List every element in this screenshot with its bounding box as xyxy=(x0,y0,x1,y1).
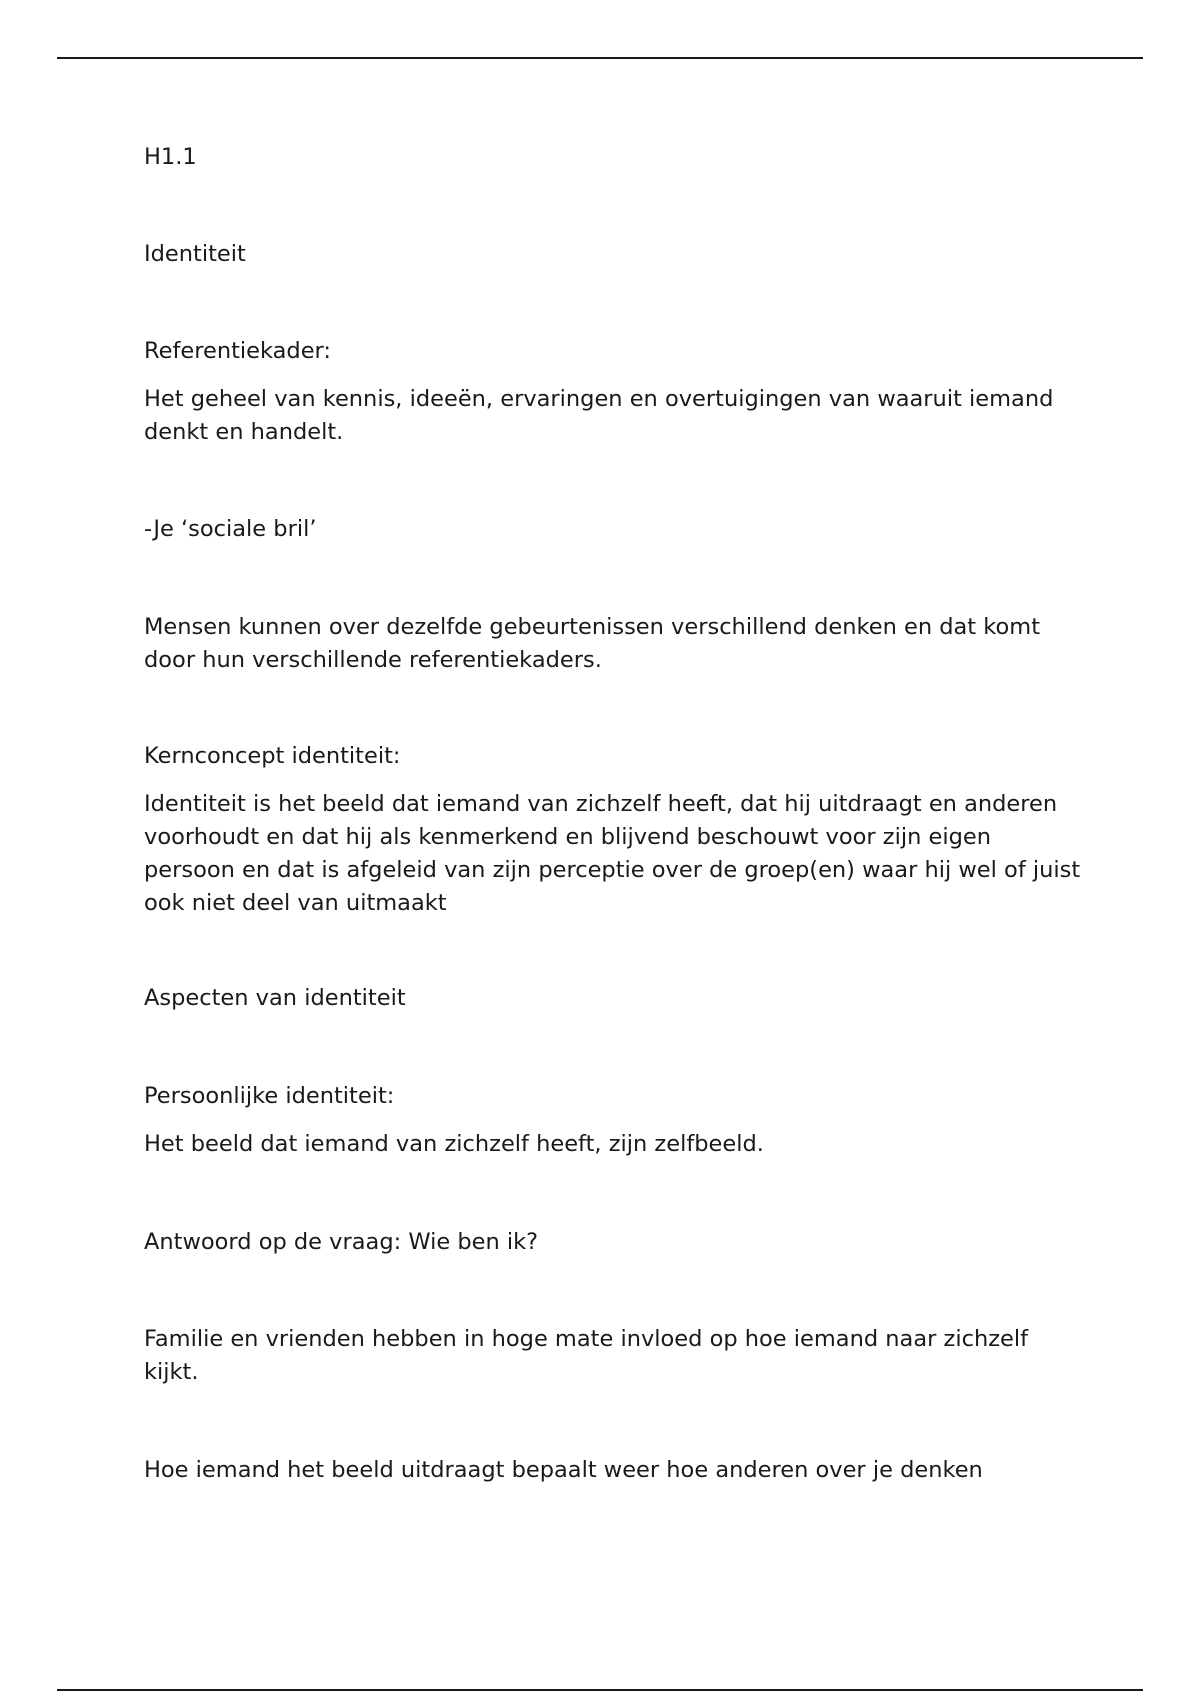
paragraph: Mensen kunnen over dezelfde gebeurtenissen verschillend denken en dat komt door hun verschillende referentiekaders. xyxy=(144,614,1041,673)
term-definition: Het geheel van kennis, ideeën, ervaringen en overtuigingen van waaruit iemand denkt en handelt. xyxy=(144,386,1054,445)
paragraph: Antwoord op de vraag: Wie ben ik? xyxy=(144,1229,539,1255)
term-heading: Referentiekader: xyxy=(144,338,331,364)
paragraph: Familie en vrienden hebben in hoge mate invloed op hoe iemand naar zichzelf kijkt. xyxy=(144,1326,1029,1385)
term-heading: Kernconcept identiteit: xyxy=(144,743,401,769)
subsection-title: Aspecten van identiteit xyxy=(144,985,406,1011)
term-definition: Het beeld dat iemand van zichzelf heeft, zijn zelfbeeld. xyxy=(144,1131,764,1157)
term-note: -Je ‘sociale bril’ xyxy=(144,516,317,542)
term-heading: Persoonlijke identiteit: xyxy=(144,1083,395,1109)
bottom-rule xyxy=(57,1689,1143,1691)
paragraph: Hoe iemand het beeld uitdraagt bepaalt weer hoe anderen over je denken xyxy=(144,1457,983,1483)
term-definition: Identiteit is het beeld dat iemand van zichzelf heeft, dat hij uitdraagt en anderen voorhoudt en dat hij als kenmerkend en blijvend beschouwt voor zijn eigen persoon en dat is afgeleid van zijn perceptie over de groep(en) waar hij wel of juist ook niet deel van uitmaakt xyxy=(144,791,1081,916)
section-title: Identiteit xyxy=(144,241,246,267)
section-number: H1.1 xyxy=(144,144,197,170)
top-rule xyxy=(57,57,1143,59)
